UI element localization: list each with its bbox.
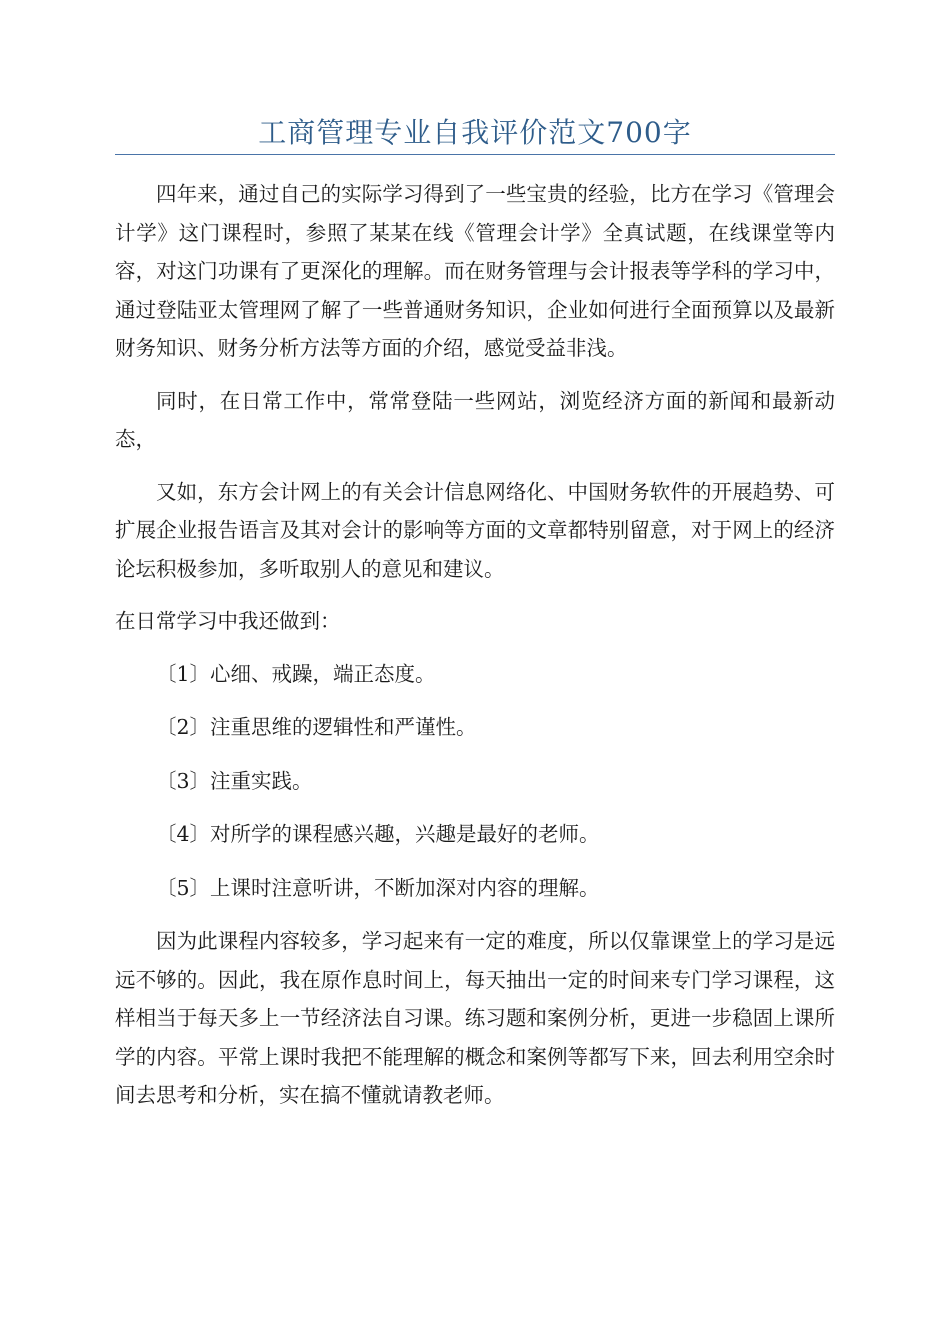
paragraph-3: 又如，东方会计网上的有关会计信息网络化、中国财务软件的开展趋势、可扩展企业报告语言及其对会计的影响等方面的文章都特别留意，对于网上的经济论坛积极参加，多听取别人的意见和建议。 [115, 479, 835, 581]
title-underline [115, 154, 835, 155]
list-item-2: 〔2〕注重思维的逻辑性和严谨性。 [156, 715, 477, 739]
list-intro: 在日常学习中我还做到： [115, 609, 341, 633]
closing-paragraph: 因为此课程内容较多，学习起来有一定的难度，所以仅靠课堂上的学习是远远不够的。因此，我在原作息时间上，每天抽出一定的时间来专门学习课程，这样相当于每天多上一节经济法自习课。练习题和案例分析，更进一步稳固上课所学的内容。平常上课时我把不能理解的概念和案例等都写下来，回去利用空余时间去思考和分析，实在搞不懂就请教老师。 [115, 929, 835, 1107]
list-item-4: 〔4〕对所学的课程感兴趣，兴趣是最好的老师。 [156, 822, 600, 846]
document-body [115, 175, 835, 1129]
list-item-5: 〔5〕上课时注意听讲，不断加深对内容的理解。 [156, 875, 600, 900]
page-title: 工商管理专业自我评价范文700字 [258, 116, 692, 149]
paragraph-1: 四年来，通过自己的实际学习得到了一些宝贵的经验，比方在学习《管理会计学》这门课程时，参照了某某在线《管理会计学》全真试题，在线课堂等内容，对这门功课有了更深化的理解。而在财务管理与会计报表等学科的学习中，通过登陆亚太管理网了解了一些普通财务知识，企业如何进行全面预算以及最新财务知识、财务分析方法等方面的介绍，感觉受益非浅。 [115, 182, 835, 360]
list-item-1: 〔1〕心细、戒躁，端正态度。 [156, 661, 436, 686]
list-item-3: 〔3〕注重实践。 [156, 768, 313, 793]
paragraph-2: 同时，在日常工作中，常常登陆一些网站，浏览经济方面的新闻和最新动态， [115, 388, 835, 451]
